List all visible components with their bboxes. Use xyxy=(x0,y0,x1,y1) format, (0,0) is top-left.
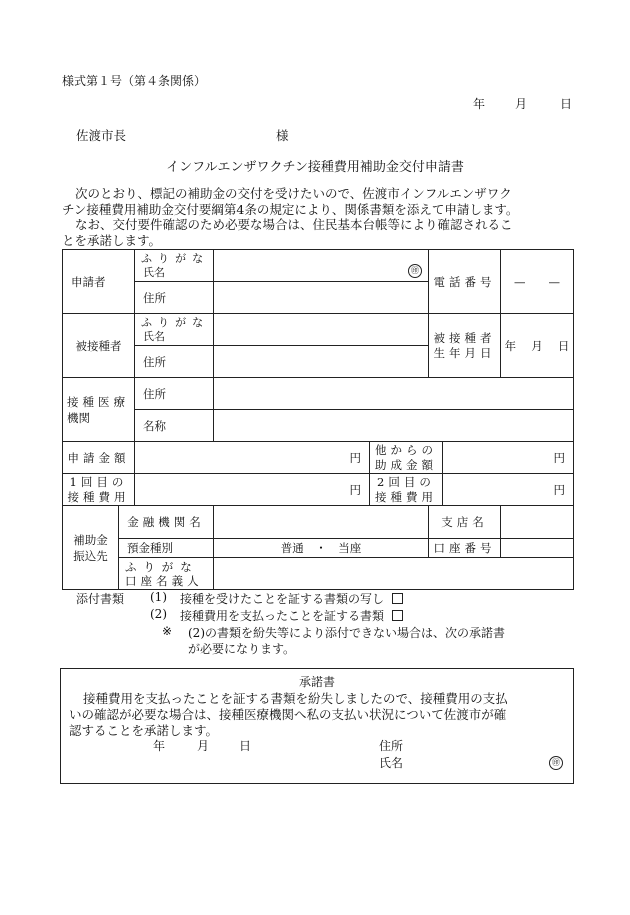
bank-label-line: 振込先 xyxy=(73,548,108,563)
note-line: が必要になります。 xyxy=(188,642,296,656)
addressee: 佐渡市長 xyxy=(76,128,127,143)
second-dose-field[interactable] xyxy=(443,474,574,506)
consent-seal xyxy=(549,754,563,770)
account-holder-line: ふりがな xyxy=(125,559,199,574)
intro-line: 次のとおり、標記の補助金の交付を受けたいので、佐渡市インフルエンザワク xyxy=(75,186,512,201)
furigana-label: ふりがな xyxy=(141,251,210,265)
account-holder-field[interactable] xyxy=(214,558,574,590)
attachments-label: 添付書類 xyxy=(76,592,125,606)
recipient-name-field[interactable] xyxy=(214,314,429,346)
furigana-label: ふりがな xyxy=(141,315,210,329)
intro-paragraph xyxy=(62,186,572,248)
account-number-label: 口座番号 xyxy=(429,539,501,558)
phone-field[interactable]: — — xyxy=(501,250,574,314)
yen-unit: 円 xyxy=(349,482,361,497)
address-label: 住所 xyxy=(143,290,166,305)
phone-label: 電話番号 xyxy=(429,250,501,314)
consent-name-label: 氏名 xyxy=(379,756,404,770)
clinic-name-field[interactable] xyxy=(214,410,574,442)
clinic-name-label-cell xyxy=(135,410,214,442)
applicant-address-field[interactable] xyxy=(214,282,429,314)
note-mark: ※ xyxy=(162,624,173,638)
clinic-name-label: 名称 xyxy=(143,418,166,433)
other-aid-line: 助成金額 xyxy=(374,457,438,472)
clinic-label xyxy=(63,378,135,442)
dob-label-line: 被接種者 xyxy=(433,330,496,345)
date-day-label: 日 xyxy=(560,97,573,111)
recipient-dob-field[interactable] xyxy=(501,314,574,378)
deposit-type-options[interactable]: 普通 ・ 当座 xyxy=(214,539,429,558)
honorific: 様 xyxy=(276,128,289,143)
seal-mark: ㊞ xyxy=(549,756,563,770)
apply-amount-field[interactable] xyxy=(135,442,370,474)
bank-label-line: 補助金 xyxy=(73,532,108,547)
consent-box xyxy=(60,668,574,784)
attachment-2-text: 接種費用を支払ったことを証する書類 xyxy=(180,609,385,623)
clinic-address-field[interactable] xyxy=(214,378,574,410)
second-dose-line: 2回目の xyxy=(377,474,435,489)
consent-line: いの確認が必要な場合は、接種医療機関へ私の支払い状況について佐渡市が確 xyxy=(69,707,507,722)
clinic-label-line: 接種医療 xyxy=(67,394,130,409)
account-holder-line: 口座名義人 xyxy=(125,573,203,588)
first-dose-field[interactable] xyxy=(135,474,370,506)
other-aid-line: 他からの xyxy=(374,442,438,457)
account-number-field[interactable] xyxy=(501,539,574,558)
name-label: 氏名 xyxy=(143,329,165,343)
date-year-label: 年 xyxy=(473,97,486,111)
clinic-address-label: 住所 xyxy=(143,386,166,401)
clinic-label-line: 機関 xyxy=(67,410,90,425)
deposit-type-label-cell xyxy=(119,539,214,558)
consent-month: 月 xyxy=(197,739,210,753)
yen-unit: 円 xyxy=(553,482,566,497)
note-line: (2)の書類を紛失等により添付できない場合は、次の承諾書 xyxy=(188,626,506,640)
document-title: インフルエンザワクチン接種費用補助金交付申請書 xyxy=(166,160,464,175)
attachment-1 xyxy=(180,590,403,607)
form-number: 様式第１号（第４条関係） xyxy=(62,74,207,88)
applicant-label-cell xyxy=(63,250,135,314)
other-aid-field[interactable] xyxy=(443,442,574,474)
account-holder-label xyxy=(119,558,214,590)
deposit-type-label: 預金種別 xyxy=(127,541,173,555)
other-aid-label xyxy=(370,442,443,474)
bank-name-field[interactable] xyxy=(214,506,429,539)
yen-unit: 円 xyxy=(553,450,566,465)
consent-title: 承諾書 xyxy=(298,675,335,689)
clinic-address-label-cell xyxy=(135,378,214,410)
dob-label-line: 生年月日 xyxy=(433,345,496,360)
consent-day: 日 xyxy=(239,739,252,753)
address-label: 住所 xyxy=(143,354,166,369)
dob-month: 月 xyxy=(531,338,543,353)
second-dose-line: 接種費用 xyxy=(374,489,438,504)
applicant-name-label-cell xyxy=(135,250,214,282)
address-label-cell xyxy=(135,346,214,378)
bank-label xyxy=(63,506,119,590)
applicant-label: 申請者 xyxy=(71,274,106,289)
name-label: 氏名 xyxy=(143,265,165,279)
intro-line: とを承諾します。 xyxy=(62,232,162,248)
attachment-2 xyxy=(180,607,403,624)
recipient-label: 被接種者 xyxy=(63,314,135,378)
attachment-1-checkbox[interactable] xyxy=(392,593,403,604)
applicant-name-field[interactable] xyxy=(214,250,429,282)
recipient-address-field[interactable] xyxy=(214,346,429,378)
recipient-name-label-cell xyxy=(135,314,214,346)
dob-year: 年 xyxy=(504,338,517,353)
intro-line: チン接種費用補助金交付要綱第4条の規定により、関係書類を添えて申請します。 xyxy=(62,201,519,217)
address-label-cell xyxy=(135,282,214,314)
recipient-dob-label xyxy=(429,314,501,378)
attachment-1-text: 接種を受けたことを証する書類の写し xyxy=(180,592,385,606)
branch-label: 支店名 xyxy=(429,506,501,539)
date-month-label: 月 xyxy=(515,97,528,111)
seal-mark: ㊞ xyxy=(408,264,422,278)
application-table xyxy=(62,249,574,590)
consent-line: 接種費用を支払ったことを証する書類を紛失しましたので、接種費用の支払 xyxy=(83,691,508,706)
branch-field[interactable] xyxy=(501,506,574,539)
first-dose-line: 接種費用 xyxy=(67,489,130,504)
dob-day: 日 xyxy=(557,338,570,353)
attachment-2-checkbox[interactable] xyxy=(392,610,403,621)
yen-unit: 円 xyxy=(349,450,361,465)
first-dose-line: 1回目の xyxy=(69,474,128,489)
attachment-1-number: (1) xyxy=(150,590,167,604)
attachment-2-number: (2) xyxy=(150,607,167,621)
consent-year: 年 xyxy=(153,739,166,753)
apply-amount-label: 申請金額 xyxy=(63,442,135,474)
consent-line: 認することを承諾します。 xyxy=(69,723,219,738)
second-dose-label xyxy=(370,474,443,506)
consent-address-label: 住所 xyxy=(379,739,404,753)
bank-name-label: 金融機関名 xyxy=(119,506,214,539)
intro-line: なお、交付要件確認のため必要な場合は、住民基本台帳等により確認されるこ xyxy=(75,217,513,232)
first-dose-label xyxy=(63,474,135,506)
